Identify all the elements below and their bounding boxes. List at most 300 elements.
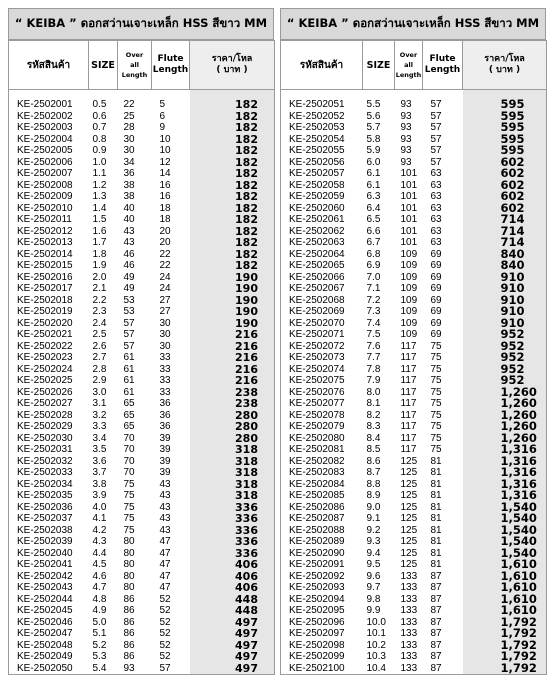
price-cell: 1,260 bbox=[463, 410, 547, 422]
flute-length-cell: 75 bbox=[430, 340, 442, 352]
table-row bbox=[281, 467, 547, 479]
overall-length-cell: 117 bbox=[400, 432, 417, 444]
header-price-line2: ( บาท ) bbox=[488, 65, 521, 75]
size-cell: 7.1 bbox=[366, 283, 381, 294]
table-row bbox=[281, 444, 547, 456]
size-cell: 9.9 bbox=[366, 605, 381, 616]
product-code-cell: KE-2502049 bbox=[9, 651, 89, 663]
product-code-cell: KE-2502004 bbox=[9, 134, 89, 146]
product-code-cell: KE-2502034 bbox=[9, 479, 89, 491]
header-flute-length bbox=[423, 41, 463, 90]
flute-length-cell: 81 bbox=[430, 559, 442, 570]
table-row bbox=[281, 605, 547, 617]
product-code-cell: KE-2502031 bbox=[9, 444, 89, 456]
product-code-cell: KE-2502071 bbox=[281, 329, 363, 341]
product-code-cell: KE-2502017 bbox=[9, 283, 89, 295]
table-row bbox=[281, 628, 547, 640]
table-row bbox=[9, 628, 275, 640]
overall-length-cell: 133 bbox=[400, 616, 418, 628]
price-cell: 595 bbox=[463, 134, 547, 146]
flute-length-cell: 63 bbox=[430, 225, 442, 237]
overall-length-cell: 86 bbox=[123, 616, 135, 628]
table-row bbox=[9, 467, 275, 479]
overall-length-cell: 125 bbox=[400, 524, 418, 536]
table-row bbox=[9, 513, 275, 525]
price-cell: 318 bbox=[190, 479, 275, 491]
product-code-cell: KE-2502045 bbox=[9, 605, 89, 617]
product-code-cell: KE-2502077 bbox=[281, 398, 363, 410]
product-code-cell: KE-2502084 bbox=[281, 479, 363, 491]
overall-length-cell: 93 bbox=[400, 156, 412, 168]
size-cell: 9.3 bbox=[366, 536, 381, 547]
price-cell: 952 bbox=[463, 341, 547, 353]
price-cell: 182 bbox=[190, 168, 275, 180]
price-cell: 238 bbox=[190, 387, 275, 399]
price-cell: 406 bbox=[190, 582, 275, 594]
size-cell: 7.6 bbox=[366, 340, 381, 352]
size-cell: 8.4 bbox=[366, 432, 381, 444]
price-cell: 318 bbox=[190, 456, 275, 468]
table-row bbox=[9, 191, 275, 203]
overall-length-cell: 125 bbox=[400, 513, 418, 524]
size-cell: 8.3 bbox=[366, 421, 381, 432]
product-code-cell: KE-2502039 bbox=[9, 536, 89, 548]
product-code-cell: KE-2502015 bbox=[9, 260, 89, 272]
size-cell: 8.6 bbox=[366, 455, 381, 467]
overall-length-cell: 75 bbox=[123, 524, 135, 536]
product-code-cell: KE-2502044 bbox=[9, 594, 89, 606]
overall-length-cell: 57 bbox=[123, 317, 135, 329]
size-cell: 2.9 bbox=[92, 375, 107, 386]
flute-length-cell: 69 bbox=[430, 283, 442, 294]
table-row bbox=[9, 536, 275, 548]
table-row bbox=[281, 203, 547, 215]
flute-length-cell: 69 bbox=[430, 248, 442, 260]
overall-length-cell: 75 bbox=[123, 490, 135, 501]
overall-length-cell: 22 bbox=[123, 99, 135, 110]
size-cell: 1.7 bbox=[92, 237, 107, 248]
flute-length-cell: 87 bbox=[430, 605, 442, 616]
size-cell: 0.9 bbox=[92, 145, 107, 156]
overall-length-cell: 28 bbox=[123, 122, 135, 133]
flute-length-cell: 87 bbox=[430, 616, 442, 628]
size-cell: 5.2 bbox=[92, 639, 107, 651]
flute-length-cell: 75 bbox=[430, 409, 442, 421]
overall-length-cell: 65 bbox=[123, 409, 135, 421]
overall-length-cell: 125 bbox=[400, 490, 418, 501]
table-row bbox=[9, 663, 275, 675]
size-cell: 3.5 bbox=[92, 444, 107, 455]
drill-price-table bbox=[280, 40, 547, 675]
product-code-cell: KE-2502035 bbox=[9, 490, 89, 502]
header-price-line2: ( บาท ) bbox=[216, 65, 248, 75]
price-cell: 318 bbox=[190, 444, 275, 456]
flute-length-cell: 36 bbox=[159, 409, 171, 421]
header-overall-length bbox=[118, 41, 152, 90]
flute-length-cell: 57 bbox=[152, 663, 190, 675]
overall-length-cell: 93 bbox=[400, 145, 412, 156]
table-row bbox=[281, 134, 547, 146]
size-cell: 1.4 bbox=[92, 202, 107, 214]
product-code-cell: KE-2502040 bbox=[9, 548, 89, 560]
product-code-cell: KE-2502022 bbox=[9, 341, 89, 353]
table-row bbox=[9, 295, 275, 307]
overall-length-cell: 86 bbox=[123, 628, 135, 639]
size-cell: 3.3 bbox=[92, 421, 107, 432]
price-cell: 336 bbox=[190, 548, 275, 560]
flute-length-cell: 30 bbox=[159, 317, 171, 329]
price-cell: 602 bbox=[463, 191, 547, 203]
flute-length-cell: 52 bbox=[159, 651, 171, 662]
price-cell: 1,610 bbox=[463, 582, 547, 594]
size-cell: 2.3 bbox=[92, 306, 107, 317]
overall-length-cell: 125 bbox=[400, 467, 418, 478]
product-code-cell: KE-2502030 bbox=[9, 433, 89, 445]
price-cell: 182 bbox=[190, 145, 275, 157]
product-code-cell: KE-2502052 bbox=[281, 111, 363, 123]
flute-length-cell: 16 bbox=[159, 179, 171, 191]
product-code-cell: KE-2502095 bbox=[281, 605, 363, 617]
product-code-cell: KE-2502003 bbox=[9, 122, 89, 134]
product-code-cell: KE-2502021 bbox=[9, 329, 89, 341]
table-row bbox=[281, 536, 547, 548]
size-cell: 7.9 bbox=[366, 375, 381, 386]
size-cell: 5.9 bbox=[366, 145, 381, 156]
table-row bbox=[9, 410, 275, 422]
flute-length-cell: 33 bbox=[159, 386, 171, 398]
table-row bbox=[9, 306, 275, 318]
price-cell: 497 bbox=[190, 663, 275, 675]
table-row bbox=[281, 260, 547, 272]
price-cell: 280 bbox=[190, 433, 275, 445]
product-code-cell: KE-2502020 bbox=[9, 318, 89, 330]
spacer-row bbox=[281, 90, 547, 100]
product-code-cell: KE-2502062 bbox=[281, 226, 363, 238]
price-cell: 1,792 bbox=[463, 640, 547, 652]
price-cell: 602 bbox=[463, 180, 547, 192]
overall-length-cell: 133 bbox=[400, 570, 418, 582]
product-code-cell: KE-2502042 bbox=[9, 571, 89, 583]
flute-length-cell: 47 bbox=[159, 559, 171, 570]
flute-length-cell: 9 bbox=[159, 122, 166, 133]
flute-length-cell: 52 bbox=[159, 616, 171, 628]
flute-length-cell: 81 bbox=[430, 547, 442, 559]
price-cell: 1,316 bbox=[463, 467, 547, 479]
flute-length-cell: 39 bbox=[159, 467, 171, 478]
size-cell: 4.6 bbox=[92, 570, 107, 582]
overall-length-cell: 133 bbox=[395, 663, 423, 675]
table-row bbox=[281, 168, 547, 180]
price-cell: 714 bbox=[463, 226, 547, 238]
price-cell: 448 bbox=[190, 605, 275, 617]
product-code-cell: KE-2502025 bbox=[9, 375, 89, 387]
size-cell: 7.0 bbox=[366, 271, 381, 283]
overall-length-cell: 93 bbox=[400, 110, 412, 122]
overall-length-cell: 101 bbox=[400, 225, 418, 237]
table-row bbox=[9, 341, 275, 353]
table-row bbox=[9, 283, 275, 295]
overall-length-cell: 117 bbox=[400, 409, 417, 421]
product-code-cell: KE-2502002 bbox=[9, 111, 89, 123]
product-code-cell: KE-2502083 bbox=[281, 467, 363, 479]
flute-length-cell: 24 bbox=[159, 283, 171, 294]
product-code-cell: KE-2502098 bbox=[281, 640, 363, 652]
price-cell: 406 bbox=[190, 559, 275, 571]
product-code-cell: KE-2502094 bbox=[281, 594, 363, 606]
flute-length-cell: 63 bbox=[430, 168, 442, 179]
flute-length-cell: 81 bbox=[430, 536, 442, 547]
table-row bbox=[9, 157, 275, 169]
price-cell: 216 bbox=[190, 352, 275, 364]
flute-length-cell: 63 bbox=[430, 202, 442, 214]
price-cell: 1,316 bbox=[463, 479, 547, 491]
overall-length-cell: 38 bbox=[123, 191, 135, 202]
overall-length-cell: 70 bbox=[123, 455, 135, 467]
product-code-cell: KE-2502019 bbox=[9, 306, 89, 318]
table-body bbox=[281, 90, 547, 675]
table-row bbox=[281, 387, 547, 399]
header-price-line1: ราคา/โหล bbox=[211, 54, 253, 64]
product-code-cell: KE-2502058 bbox=[281, 180, 363, 192]
flute-length-cell: 24 bbox=[159, 271, 171, 283]
table-row bbox=[9, 214, 275, 226]
size-cell: 4.2 bbox=[92, 524, 107, 536]
product-code-cell: KE-2502096 bbox=[281, 617, 363, 629]
overall-length-cell: 93 bbox=[118, 663, 152, 675]
overall-length-cell: 117 bbox=[400, 444, 417, 455]
price-cell: 910 bbox=[463, 283, 547, 295]
product-code-cell: KE-2502010 bbox=[9, 203, 89, 215]
product-code-cell: KE-2502081 bbox=[281, 444, 363, 456]
table-row bbox=[281, 559, 547, 571]
overall-length-cell: 109 bbox=[400, 317, 418, 329]
size-cell: 6.3 bbox=[366, 191, 381, 202]
size-cell: 1.9 bbox=[92, 260, 107, 271]
flute-length-cell: 52 bbox=[159, 628, 171, 639]
size-cell: 0.7 bbox=[92, 122, 107, 133]
price-cell: 182 bbox=[190, 214, 275, 226]
overall-length-cell: 93 bbox=[400, 122, 412, 133]
price-cell: 1,540 bbox=[463, 502, 547, 514]
product-code-cell: KE-2502033 bbox=[9, 467, 89, 479]
price-cell: 182 bbox=[190, 111, 275, 123]
table-row bbox=[281, 352, 547, 364]
table-row bbox=[9, 640, 275, 652]
overall-length-cell: 125 bbox=[400, 455, 418, 467]
overall-length-cell: 61 bbox=[123, 363, 135, 375]
price-table-left bbox=[8, 8, 274, 675]
size-cell: 9.7 bbox=[366, 582, 381, 593]
size-cell: 2.8 bbox=[92, 363, 107, 375]
size-cell: 6.9 bbox=[366, 260, 381, 271]
flute-length-cell: 63 bbox=[430, 214, 442, 225]
table-row bbox=[281, 479, 547, 491]
size-cell: 3.6 bbox=[92, 455, 107, 467]
overall-length-cell: 133 bbox=[400, 593, 418, 605]
overall-length-cell: 86 bbox=[123, 593, 135, 605]
price-cell: 280 bbox=[190, 421, 275, 433]
flute-length-cell: 12 bbox=[159, 156, 171, 168]
overall-length-cell: 117 bbox=[400, 421, 417, 432]
header-overall-length-line3: Length bbox=[121, 71, 148, 79]
size-cell: 3.1 bbox=[92, 398, 107, 409]
size-cell: 3.2 bbox=[92, 409, 107, 421]
header-flute-length-line1: Flute bbox=[429, 54, 456, 64]
price-cell: 952 bbox=[463, 375, 547, 387]
product-code-cell: KE-2502100 bbox=[281, 663, 363, 675]
size-cell: 9.6 bbox=[366, 570, 381, 582]
table-row bbox=[281, 214, 547, 226]
overall-length-cell: 65 bbox=[123, 421, 135, 432]
price-cell: 602 bbox=[463, 168, 547, 180]
flute-length-cell: 52 bbox=[159, 593, 171, 605]
price-cell: 840 bbox=[463, 260, 547, 272]
product-code-cell: KE-2502069 bbox=[281, 306, 363, 318]
table-row bbox=[9, 180, 275, 192]
table-row bbox=[281, 617, 547, 629]
overall-length-cell: 86 bbox=[123, 605, 135, 616]
size-cell: 1.1 bbox=[92, 168, 107, 179]
table-row bbox=[281, 525, 547, 537]
size-cell: 6.0 bbox=[366, 156, 381, 168]
table-row bbox=[9, 594, 275, 606]
size-cell: 6.8 bbox=[366, 248, 381, 260]
table-row bbox=[281, 513, 547, 525]
overall-length-cell: 75 bbox=[123, 513, 135, 524]
product-code-cell: KE-2502016 bbox=[9, 272, 89, 284]
product-code-cell: KE-2502037 bbox=[9, 513, 89, 525]
overall-length-cell: 75 bbox=[123, 501, 135, 513]
price-cell: 1,540 bbox=[463, 548, 547, 560]
flute-length-cell: 87 bbox=[423, 663, 463, 675]
flute-length-cell: 52 bbox=[159, 605, 171, 616]
size-cell: 4.8 bbox=[92, 593, 107, 605]
flute-length-cell: 22 bbox=[159, 248, 171, 260]
product-code-cell: KE-2502005 bbox=[9, 145, 89, 157]
product-code-cell: KE-2502014 bbox=[9, 249, 89, 261]
table-row bbox=[9, 571, 275, 583]
overall-length-cell: 49 bbox=[123, 283, 135, 294]
flute-length-cell: 43 bbox=[159, 501, 171, 513]
size-cell: 2.6 bbox=[92, 340, 107, 352]
size-cell: 4.3 bbox=[92, 536, 107, 547]
flute-length-cell: 81 bbox=[430, 524, 442, 536]
overall-length-cell: 125 bbox=[400, 547, 418, 559]
table-row bbox=[9, 444, 275, 456]
product-code-cell: KE-2502046 bbox=[9, 617, 89, 629]
size-cell: 3.4 bbox=[92, 432, 107, 444]
product-code-cell: KE-2502050 bbox=[9, 663, 89, 675]
size-cell: 3.7 bbox=[92, 467, 107, 478]
overall-length-cell: 93 bbox=[400, 99, 412, 110]
size-cell: 4.4 bbox=[92, 547, 107, 559]
price-cell: 1,540 bbox=[463, 525, 547, 537]
overall-length-cell: 101 bbox=[400, 214, 418, 225]
table-row bbox=[281, 191, 547, 203]
size-cell: 10.3 bbox=[366, 651, 386, 662]
flute-length-cell: 87 bbox=[430, 582, 442, 593]
price-cell: 910 bbox=[463, 318, 547, 330]
product-code-cell: KE-2502009 bbox=[9, 191, 89, 203]
product-code-cell: KE-2502064 bbox=[281, 249, 363, 261]
flute-length-cell: 36 bbox=[159, 421, 171, 432]
size-cell: 10.4 bbox=[363, 663, 395, 675]
flute-length-cell: 87 bbox=[430, 651, 442, 662]
price-cell: 190 bbox=[190, 295, 275, 307]
overall-length-cell: 133 bbox=[400, 582, 418, 593]
price-cell: 182 bbox=[190, 157, 275, 169]
flute-length-cell: 36 bbox=[159, 398, 171, 409]
product-code-cell: KE-2502029 bbox=[9, 421, 89, 433]
table-row bbox=[281, 341, 547, 353]
flute-length-cell: 63 bbox=[430, 179, 442, 191]
flute-length-cell: 69 bbox=[430, 317, 442, 329]
header-overall-length-line1: Over bbox=[125, 51, 144, 59]
price-cell: 840 bbox=[463, 249, 547, 261]
size-cell: 6.1 bbox=[366, 168, 381, 179]
table-row bbox=[9, 145, 275, 157]
product-code-cell: KE-2502099 bbox=[281, 651, 363, 663]
size-cell: 9.5 bbox=[366, 559, 381, 570]
size-cell: 6.4 bbox=[366, 202, 381, 214]
overall-length-cell: 109 bbox=[400, 306, 418, 317]
overall-length-cell: 117 bbox=[400, 363, 417, 375]
overall-length-cell: 80 bbox=[123, 536, 135, 547]
price-cell: 595 bbox=[463, 145, 547, 157]
table-title: “ KEIBA ” ดอกสว่านเจาะเหล็ก HSS สีขาว MM bbox=[8, 8, 274, 40]
table-row bbox=[281, 490, 547, 502]
overall-length-cell: 117 bbox=[400, 352, 417, 363]
table-row bbox=[9, 525, 275, 537]
header-price-line1: ราคา/โหล bbox=[484, 54, 525, 64]
flute-length-cell: 47 bbox=[159, 570, 171, 582]
table-row bbox=[9, 387, 275, 399]
flute-length-cell: 57 bbox=[430, 133, 442, 145]
size-cell: 10.1 bbox=[366, 628, 386, 639]
header-overall-length-line2: all bbox=[404, 61, 413, 69]
table-row bbox=[9, 582, 275, 594]
price-cell: 216 bbox=[190, 364, 275, 376]
flute-length-cell: 43 bbox=[159, 490, 171, 501]
price-cell: 238 bbox=[190, 398, 275, 410]
table-row bbox=[281, 329, 547, 341]
price-cell: 190 bbox=[190, 272, 275, 284]
overall-length-cell: 57 bbox=[123, 340, 135, 352]
flute-length-cell: 47 bbox=[159, 582, 171, 593]
size-cell: 2.0 bbox=[92, 271, 107, 283]
header-price bbox=[463, 41, 547, 90]
flute-length-cell: 30 bbox=[159, 329, 171, 340]
product-code-cell: KE-2502074 bbox=[281, 364, 363, 376]
overall-length-cell: 70 bbox=[123, 444, 135, 455]
product-code-cell: KE-2502097 bbox=[281, 628, 363, 640]
table-row bbox=[281, 663, 547, 675]
overall-length-cell: 117 bbox=[400, 386, 417, 398]
size-cell: 0.8 bbox=[92, 133, 107, 145]
table-row bbox=[9, 134, 275, 146]
flute-length-cell: 27 bbox=[159, 306, 171, 317]
price-cell: 182 bbox=[190, 203, 275, 215]
flute-length-cell: 43 bbox=[159, 524, 171, 536]
price-cell: 910 bbox=[463, 306, 547, 318]
table-row bbox=[281, 180, 547, 192]
flute-length-cell: 57 bbox=[430, 122, 442, 133]
product-code-cell: KE-2502059 bbox=[281, 191, 363, 203]
price-cell: 952 bbox=[463, 364, 547, 376]
size-cell: 6.6 bbox=[366, 225, 381, 237]
flute-length-cell: 33 bbox=[159, 375, 171, 386]
price-cell: 1,610 bbox=[463, 571, 547, 583]
